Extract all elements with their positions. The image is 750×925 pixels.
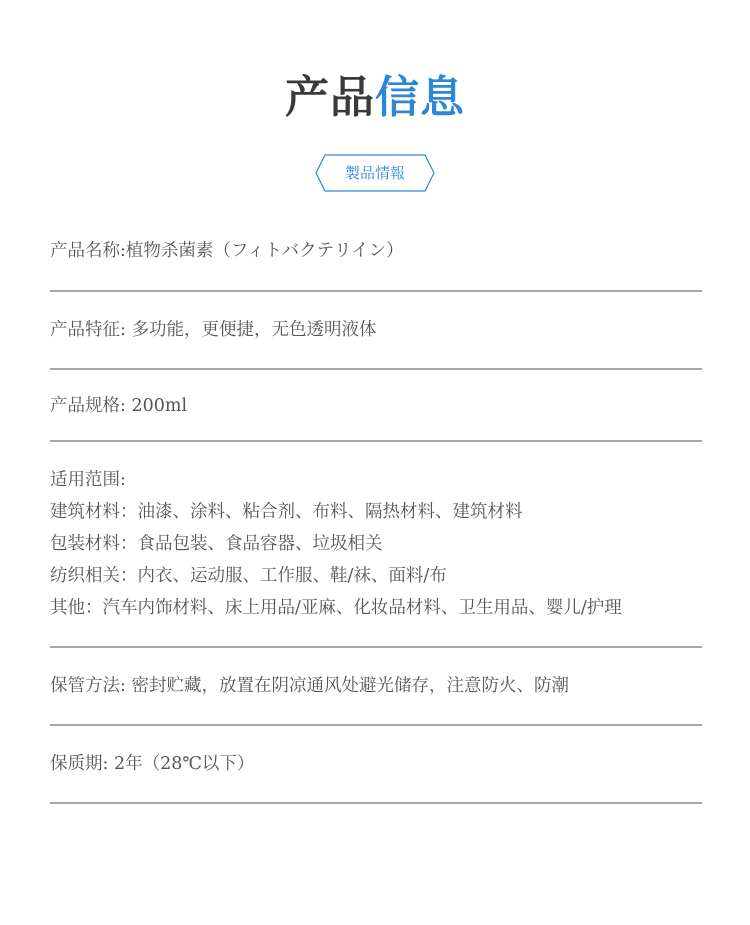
info-row-shelf-life [50,726,702,804]
info-line: 建筑材料：油漆、涂料、粘合剂、布料、隔热材料、建筑材料 [50,502,523,522]
subtitle-badge [315,154,435,192]
info-line: 产品名称:植物杀菌素（フィトバクテリイン） [50,241,404,261]
info-row-storage-method [50,648,702,726]
info-line: 其他：汽车内饰材料、床上用品/亚麻、化妆品材料、卫生用品、婴儿/护理 [50,598,622,618]
info-row-application-scope [50,442,702,648]
product-info-list [50,232,702,804]
info-line: 产品规格: 200ml [50,396,188,416]
info-line: 纺织相关：内衣、运动服、工作服、鞋/袜、面料/布 [50,566,447,586]
info-line-heading: 适用范围: [50,470,126,490]
info-line: 保管方法: 密封贮藏，放置在阴凉通风处避光储存，注意防火、防潮 [50,676,569,696]
subtitle-label: 製品情報 [344,164,405,182]
page-title-part-accent: 信息 [375,72,465,123]
info-row-product-spec [50,370,702,442]
info-line: 产品特征: 多功能，更便捷，无色透明液体 [50,320,377,340]
info-line: 保质期: 2年（28℃以下） [50,754,255,774]
page-title-part-dark: 产品 [285,72,375,123]
info-row-product-name [50,232,702,292]
info-line: 包装材料：食品包装、食品容器、垃圾相关 [50,534,383,554]
page-title [0,70,750,126]
info-row-product-features [50,292,702,370]
